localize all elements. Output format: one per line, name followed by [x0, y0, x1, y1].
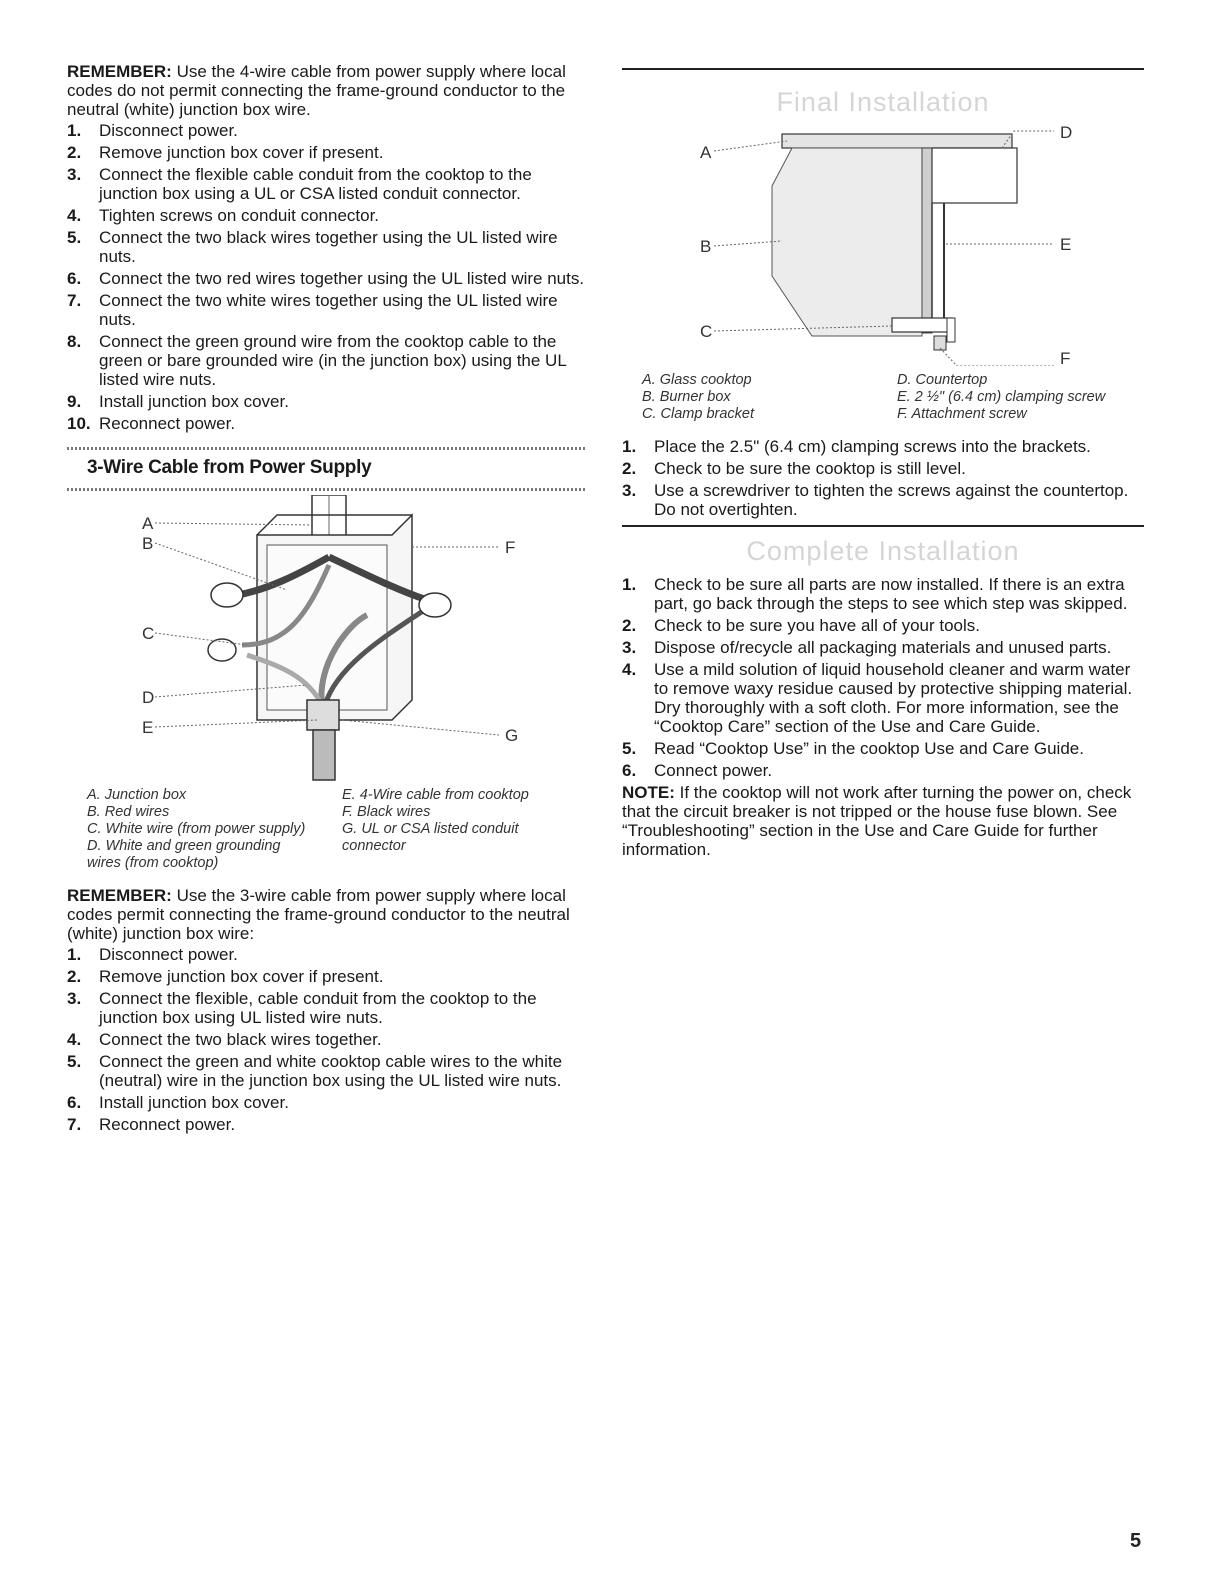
caption: B. Burner box: [642, 389, 731, 405]
fig-label-d: D: [1060, 126, 1073, 142]
list-item: 2. Check to be sure the cooktop is still level.: [622, 459, 966, 478]
caption: B. Red wires: [87, 804, 170, 820]
fig-label-f: F: [1060, 349, 1071, 366]
list-item: 4. Tighten screws on conduit connector.: [67, 206, 380, 225]
fig-label-b: B: [142, 534, 154, 553]
list-item: 7. Connect the two white wires together using the UL listed wire nuts.: [67, 291, 558, 329]
list-item: 6. Connect power.: [622, 761, 773, 780]
cooktop-captions: [622, 372, 1144, 423]
fig-label-e: E: [1060, 235, 1072, 254]
list-item: 3. Use a screwdriver to tighten the screws against the countertop. Do not overtighten.: [622, 481, 1129, 519]
page-number: 5: [1130, 1530, 1142, 1552]
list-item: 5. Connect the green and white cooktop cable wires to the white (neutral) wire in the junction box using the UL listed wire nuts.: [67, 1052, 563, 1090]
list-item: 10. Reconnect power.: [67, 414, 236, 433]
list-item: 7. Reconnect power.: [67, 1115, 236, 1134]
section-title-final: Final Installation: [776, 87, 990, 117]
caption: C. White wire (from power supply): [87, 821, 306, 837]
list-item: 1. Place the 2.5" (6.4 cm) clamping screws into the brackets.: [622, 437, 1091, 456]
right-column: [622, 68, 1144, 859]
list-item: 1. Disconnect power.: [67, 945, 238, 964]
steps-4wire: [67, 121, 587, 433]
list-item: 1. Check to be sure all parts are now installed. If there is an extra part, go back through the steps to see which step was skipped.: [622, 575, 1128, 613]
subhead-3wire: [67, 447, 587, 491]
caption: F. Black wires: [342, 804, 431, 820]
caption: G. UL or CSA listed conduit connector: [342, 821, 519, 854]
caption: D. Countertop: [897, 372, 988, 388]
steps-final: [622, 437, 1144, 519]
caption: C. Clamp bracket: [642, 406, 755, 422]
list-item: 4. Connect the two black wires together.: [67, 1030, 382, 1049]
list-item: 6. Connect the two red wires together using the UL listed wire nuts.: [67, 269, 585, 288]
caption: D. White and green grounding wires (from cooktop): [87, 838, 281, 871]
list-item: 8. Connect the green ground wire from the cooktop cable to the green or bare grounded wire (in the junction box) using the UL listed wire nuts.: [67, 332, 567, 389]
list-item: 1. Disconnect power.: [67, 121, 238, 140]
fig-label-c: C: [142, 624, 155, 643]
fig-label-g: G: [505, 726, 519, 745]
note: NOTE: If the cooktop will not work after turning the power on, check that the circuit breaker is not tripped or the house fuse blown. See “Troubleshooting” section in the Use and Care Guide for further information.: [622, 783, 1132, 859]
list-item: 6. Install junction box cover.: [67, 1093, 289, 1112]
junction-box-captions: [67, 787, 587, 872]
junction-box-diagram: [67, 495, 587, 785]
fig-label-e: E: [142, 718, 154, 737]
list-item: 9. Install junction box cover.: [67, 392, 289, 411]
list-item: 5. Connect the two black wires together using the UL listed wire nuts.: [67, 228, 558, 266]
list-item: 4. Use a mild solution of liquid household cleaner and warm water to remove waxy residue caused by protective shipping material. Dry thoroughly with a soft cloth. For more information, see the “Cooktop Care” section of the Use and Care Guide.: [622, 660, 1133, 736]
section-title-complete: Complete Installation: [746, 536, 1020, 566]
steps-complete: [622, 575, 1144, 780]
caption: E. 2 ½" (6.4 cm) clamping screw: [897, 389, 1106, 405]
remember-4wire: REMEMBER: Use the 4-wire cable from power supply where local codes do not permit connecting the frame-ground conductor to the neutral (white) junction box wire.: [67, 62, 566, 119]
fig-label-c: C: [700, 322, 713, 341]
steps-3wire: [67, 945, 587, 1134]
caption: F. Attachment screw: [897, 406, 1027, 422]
fig-label-f: F: [505, 538, 516, 557]
dotted-rule: [67, 488, 587, 491]
caption: E. 4-Wire cable from cooktop: [342, 787, 529, 803]
caption: A. Junction box: [87, 787, 187, 803]
list-item: 2. Remove junction box cover if present.: [67, 967, 384, 986]
cooktop-clamp-diagram: [622, 126, 1144, 366]
list-item: 3. Dispose of/recycle all packaging materials and unused parts.: [622, 638, 1112, 657]
left-column: [67, 62, 587, 1137]
subhead-title: 3-Wire Cable from Power Supply: [87, 457, 372, 478]
remember-3wire: REMEMBER: Use the 3-wire cable from power supply where local codes permit connecting the frame-ground conductor to the neutral (white) junction box wire:: [67, 886, 570, 943]
list-item: 3. Connect the flexible cable conduit from the cooktop to the junction box using a UL or CSA listed conduit connector.: [67, 165, 532, 203]
list-item: 2. Check to be sure you have all of your tools.: [622, 616, 981, 635]
list-item: 5. Read “Cooktop Use” in the cooktop Use and Care Guide.: [622, 739, 1084, 758]
list-item: 2. Remove junction box cover if present.: [67, 143, 384, 162]
fig-label-d: D: [142, 688, 155, 707]
section-rule: [622, 68, 1144, 70]
caption: A. Glass cooktop: [642, 372, 752, 388]
fig-label-a: A: [700, 143, 712, 162]
fig-label-b: B: [700, 237, 712, 256]
fig-label-a: A: [142, 514, 154, 533]
list-item: 3. Connect the flexible, cable conduit from the cooktop to the junction box using UL listed wire nuts.: [67, 989, 537, 1027]
